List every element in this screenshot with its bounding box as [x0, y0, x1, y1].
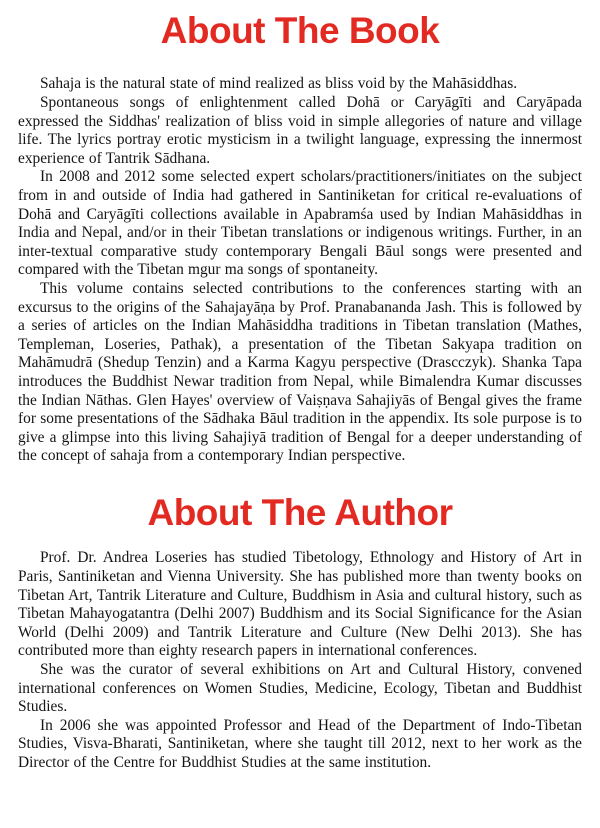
- section-about-book: [18, 10, 582, 466]
- about-the-author-title: About The Author: [147, 491, 453, 533]
- paragraph: Sahaja is the natural state of mind realized as bliss void by the Mahāsiddhas.: [40, 75, 518, 93]
- paragraph: In 2008 and 2012 some selected expert scholars/practitioners/initiates on the subject from in and outside of India had gathered in Santiniketan for critical re-evaluations of Dohā and Caryāgīti collections available in Apabramśa used by Indian Mahāsiddhas in India and Nepal, and/or in their Tibetan translations or indigenous writings. Further, in an inter-textual comparative study contemporary Bengali Bāul songs were presented and compared with the Tibetan mgur ma songs of spontaneity.: [18, 168, 582, 279]
- about-the-author-body: [18, 549, 582, 772]
- about-the-book-body: [18, 75, 582, 465]
- paragraph: Spontaneous songs of enlightenment called Dohā or Caryāgīti and Caryāpada expressed the Siddhas' realization of bliss void in simple allegories of nature and village life. The lyrics portray erotic mysticism in a twilight language, expressing the innermost experience of Tantrik Sādhana.: [18, 94, 582, 167]
- paragraph: This volume contains selected contributions to the conferences starting with an excursus to the origins of the Sahajayāṇa by Prof. Pranabananda Jash. This is followed by a series of articles on the Indian Mahāsiddha traditions in Tibetan translation (Mathes, Templeman, Loseries, Pathak), a presentation of the Tibetan Sakyapa tradition on Mahāmudrā (Shedup Tenzin) and a Karma Kagyu perspective (Drascczyk). Shanka Tapa introduces the Buddhist Newar tradition from Nepal, while Bimalendra Kumar discusses the Indian Nāthas. Glen Hayes' overview of Vaiṣṇava Sahajiyās of Bengal gives the frame for some presentations of the Sādhaka Bāul tradition in the appendix. Its sole purpose is to give a glimpse into this living Sahajiyā tradition of Bengal for a deeper understanding of the concept of sahaja from a contemporary Indian perspective.: [18, 279, 582, 465]
- about-the-book-title: About The Book: [160, 10, 440, 51]
- paragraph: Prof. Dr. Andrea Loseries has studied Tibetology, Ethnology and History of Art in Paris, Santiniketan and Vienna University. She has published more than twenty books on Tibetan Art, Tantrik Literature and Culture, Buddhism in Asia and cultural history, such as Tibetan Mahayogatantra (Delhi 2007) Buddhism and its Social Significance for the Asian World (Delhi 2009) and Tantrik Literature and Culture (New Delhi 2013). She has contributed more than eighty research papers in international conferences.: [18, 549, 582, 660]
- paragraph: She was the curator of several exhibitions on Art and Cultural History, convened international conferences on Women Studies, Medicine, Ecology, Tibetan and Buddhist Studies.: [18, 660, 582, 716]
- paragraph: In 2006 she was appointed Professor and Head of the Department of Indo-Tibetan Studies, Visva-Bharati, Santiniketan, where she taught till 2012, next to her work as the Director of the Centre for Buddhist Studies at the same institution.: [18, 716, 582, 771]
- section-about-author: [18, 492, 582, 773]
